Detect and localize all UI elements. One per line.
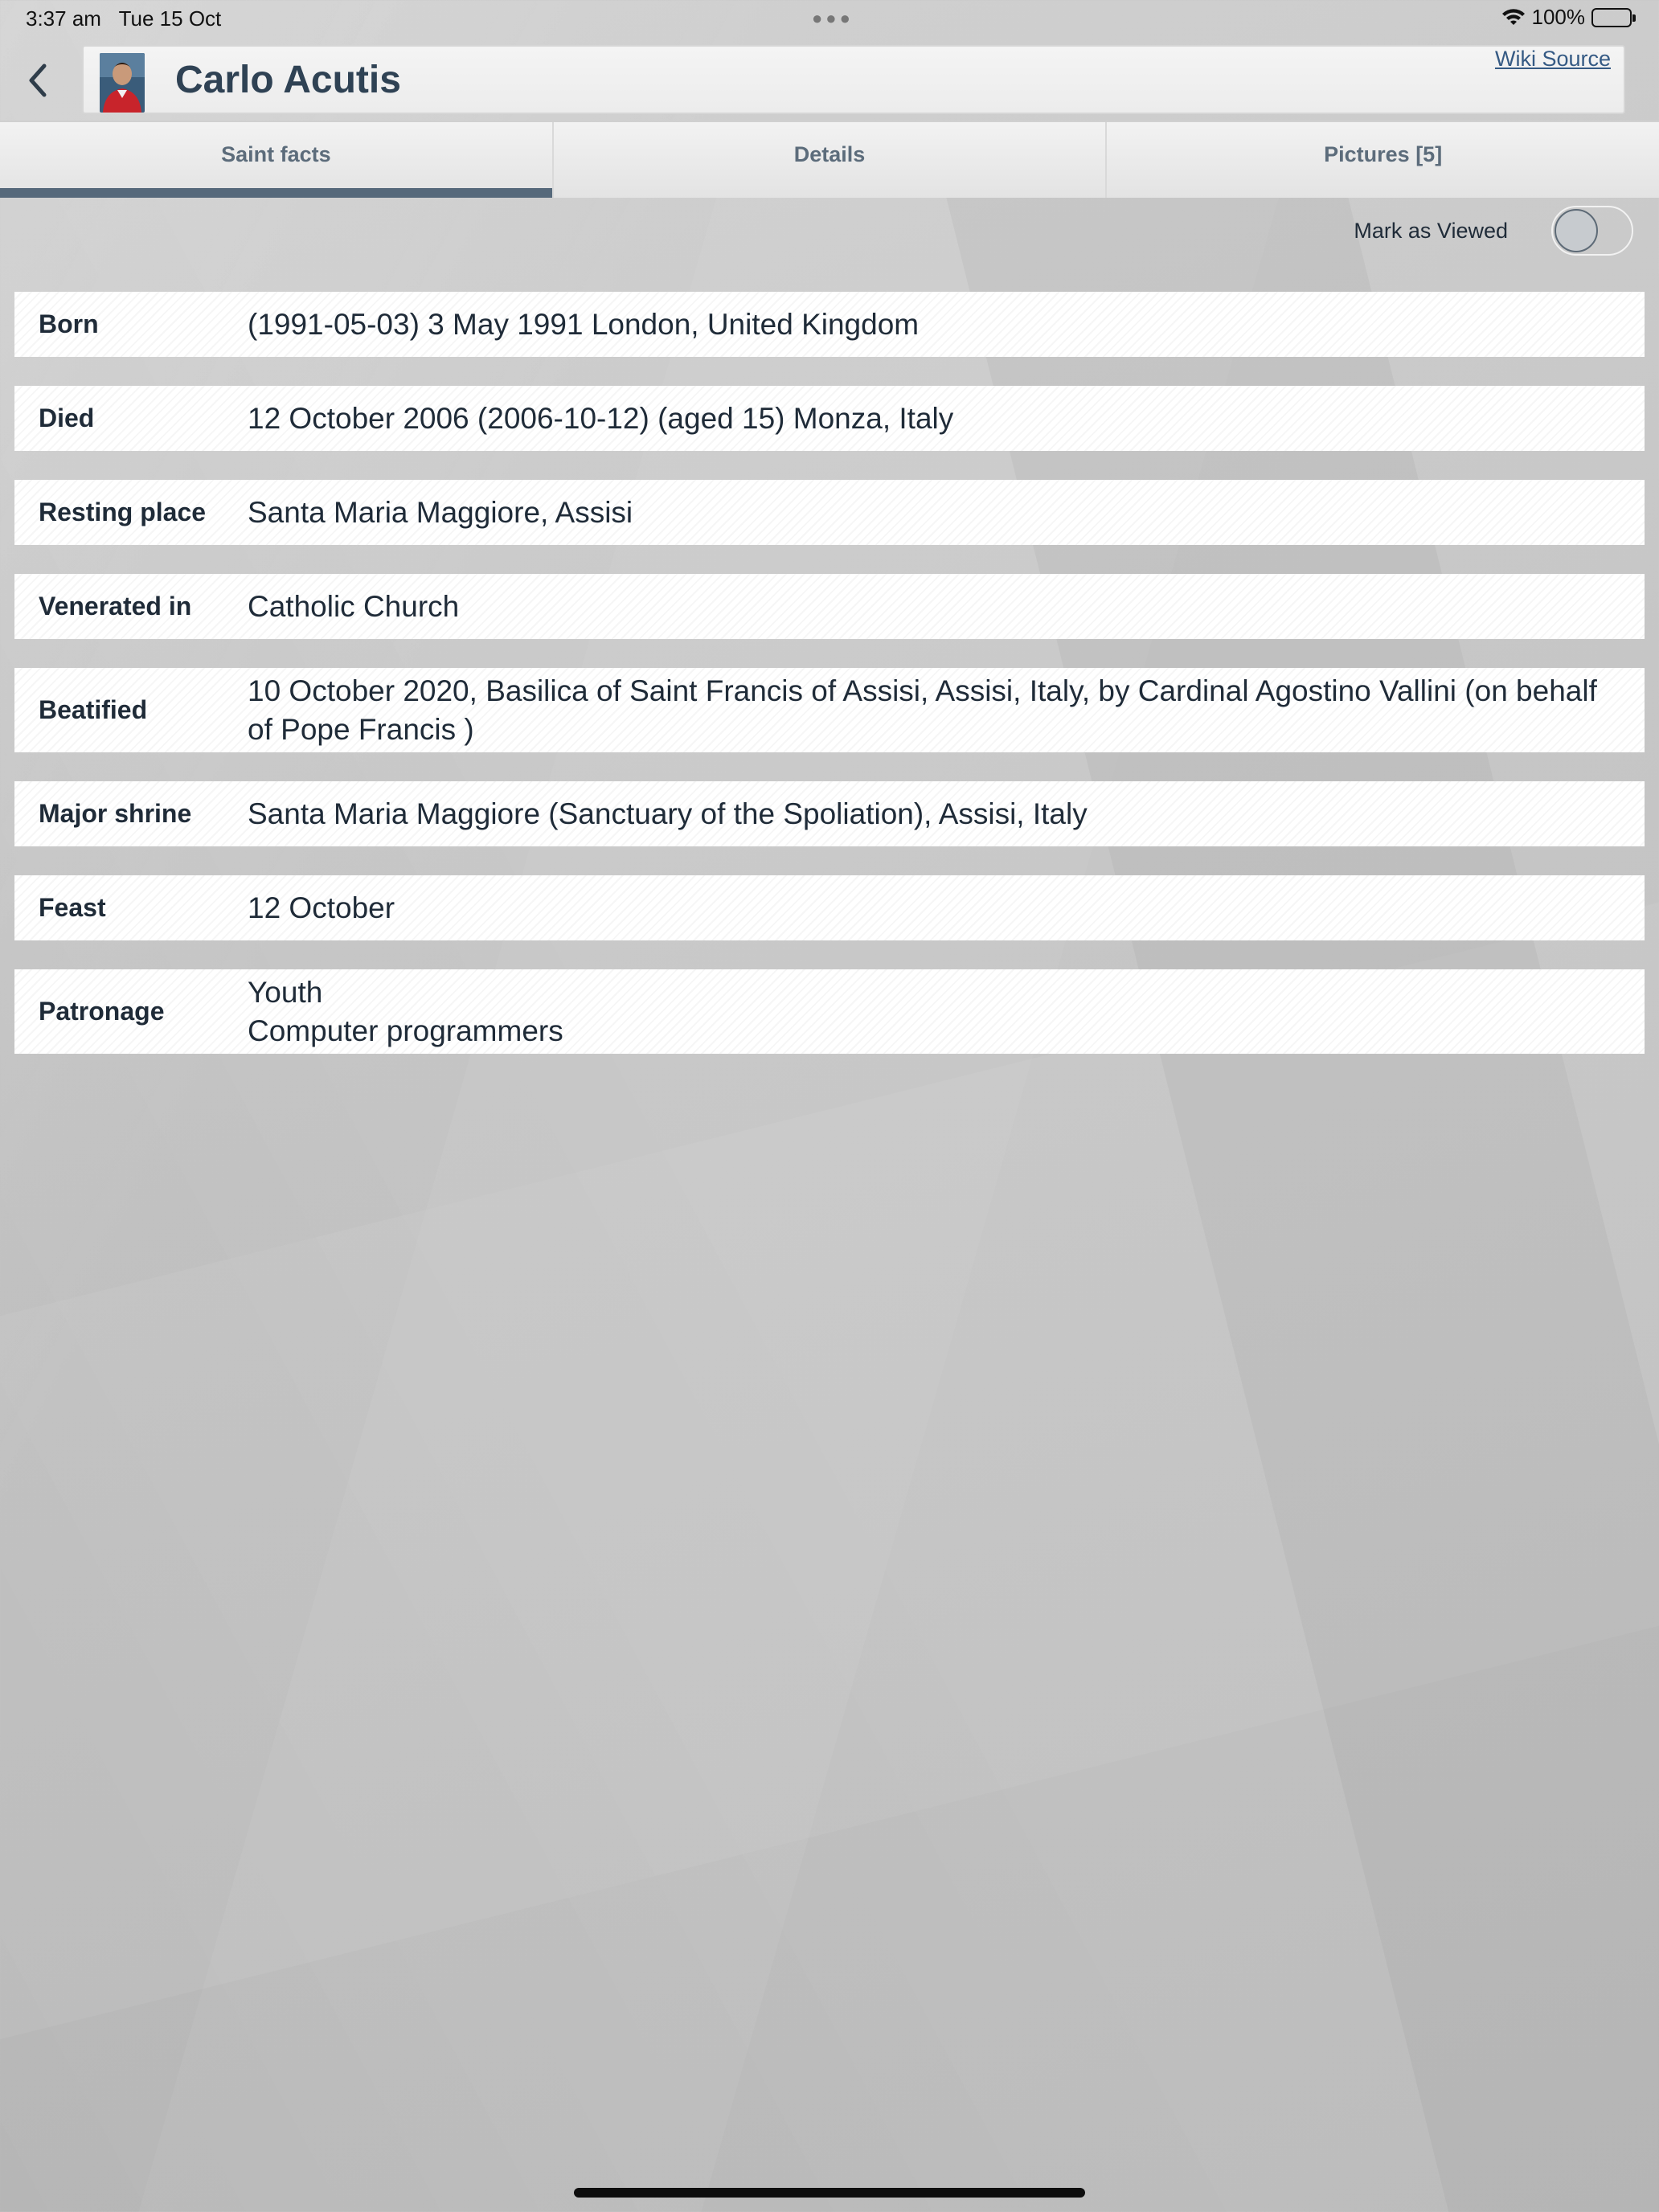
fact-label: Feast xyxy=(39,893,106,922)
fact-row-major-shrine xyxy=(14,781,1645,846)
chevron-left-icon xyxy=(25,63,49,98)
fact-value: Catholic Church xyxy=(248,589,460,623)
mark-viewed-label: Mark as Viewed xyxy=(1354,218,1508,243)
fact-value: Youth Computer programmers xyxy=(248,975,563,1047)
fact-row-died xyxy=(14,386,1645,451)
mark-viewed-row xyxy=(1354,206,1633,256)
battery-icon xyxy=(1591,8,1632,27)
fact-label: Resting place xyxy=(39,498,207,526)
tab-pictures[interactable]: Pictures [5] xyxy=(1324,141,1443,166)
tab-details[interactable]: Details xyxy=(554,122,1108,198)
fact-row-beatified xyxy=(14,668,1645,752)
fact-label: Venerated in xyxy=(39,592,192,621)
fact-row-feast xyxy=(14,875,1645,940)
home-indicator[interactable] xyxy=(574,2188,1085,2198)
avatar xyxy=(100,53,145,113)
wifi-icon xyxy=(1501,8,1526,27)
title-bar xyxy=(82,45,1625,114)
fact-label: Patronage xyxy=(39,997,165,1026)
fact-row-patronage xyxy=(14,969,1645,1054)
nav-header xyxy=(0,43,1659,119)
status-time: 3:37 am Tue 15 Oct xyxy=(26,6,222,31)
fact-label: Died xyxy=(39,403,95,432)
multitasking-dots-icon[interactable]: ●●● xyxy=(812,8,854,28)
wiki-source-link[interactable]: Wiki Source xyxy=(1494,47,1611,71)
fact-value: Santa Maria Maggiore (Sanctuary of the Spoliation), Assisi, Italy xyxy=(248,797,1088,830)
fact-value: (1991-05-03) 3 May 1991 London, United Kingdom xyxy=(248,307,920,341)
tab-bar xyxy=(0,121,1659,198)
fact-label: Born xyxy=(39,309,99,338)
fact-value: 12 October 2006 (2006-10-12) (aged 15) Monza, Italy xyxy=(248,401,954,435)
fact-label: Major shrine xyxy=(39,799,192,828)
battery-percent: 100% xyxy=(1531,5,1585,29)
facts-list xyxy=(14,292,1645,1083)
fact-row-venerated-in xyxy=(14,574,1645,639)
fact-value: 12 October xyxy=(248,891,395,924)
back-button[interactable] xyxy=(11,55,63,106)
fact-value: 10 October 2020, Basilica of Saint Francis of Assisi, Assisi, Italy, by Cardinal Agostino Vallini (on behalf of Pope Francis ) xyxy=(248,674,1597,746)
fact-label: Beatified xyxy=(39,695,148,724)
status-right xyxy=(1501,5,1632,30)
fact-row-born xyxy=(14,292,1645,357)
mark-viewed-toggle[interactable] xyxy=(1551,206,1633,256)
status-bar xyxy=(0,0,1659,39)
toggle-knob xyxy=(1555,209,1598,252)
tab-saint-facts[interactable]: Saint facts xyxy=(0,122,554,198)
page-title: Carlo Acutis xyxy=(175,59,401,101)
fact-row-resting-place xyxy=(14,480,1645,545)
fact-value: Santa Maria Maggiore, Assisi xyxy=(248,495,633,529)
